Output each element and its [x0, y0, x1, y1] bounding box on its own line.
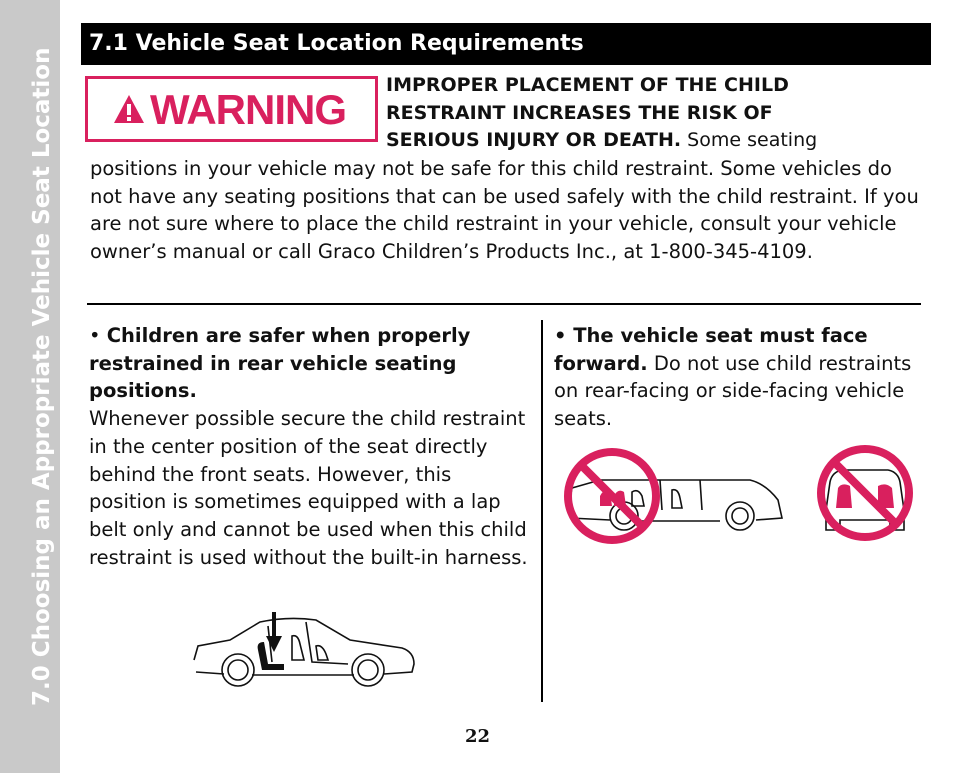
page-number: 22	[464, 726, 491, 747]
left-heading-para	[89, 322, 529, 405]
sedan-rear-seat-illustration	[188, 612, 420, 694]
right-heading: • The vehicle seat must face forward.	[554, 324, 868, 375]
warning-label	[85, 76, 378, 142]
chapter-side-tab	[0, 0, 60, 773]
right-column	[554, 322, 914, 433]
warning-bold-text: IMPROPER PLACEMENT OF THE CHILD RESTRAINT INCREASES THE RISK OF SERIOUS INJURY OR DEATH.	[386, 74, 789, 151]
side-facing-seat-prohibited-illustration	[560, 444, 792, 548]
section-title: 7.1 Vehicle Seat Location Requirements	[89, 31, 584, 56]
left-heading: Children are safer when properly restrained in rear vehicle seating positions.	[89, 324, 471, 403]
warning-statement	[386, 72, 856, 155]
left-column	[89, 322, 529, 571]
horizontal-divider	[87, 303, 921, 305]
column-divider	[541, 320, 543, 702]
warning-word: WARNING	[150, 86, 346, 133]
warning-body: positions in your vehicle may not be safe for this child restraint. Some vehicles do not have any seating positions that can be used safely with the child restraint. If you are not sure where to place the child restraint in your vehicle, consult your vehicle owner’s manual or call Graco Children’s Products Inc., at 1-800-345-4109.	[90, 157, 919, 263]
warning-triangle-icon	[112, 93, 146, 125]
left-body: Whenever possible secure the child restraint in the center position of the seat directly behind the front seats. However, this position is sometimes equipped with a lap belt only and cannot be used when this child restraint is used without the built-in harness.	[89, 407, 528, 569]
chapter-title: 7.0 Choosing an Appropriate Vehicle Seat Location	[29, 47, 55, 706]
right-body: Do not use child restraints on rear-facing or side-facing vehicle seats.	[554, 351, 912, 431]
warning-inline-text: Some seating	[681, 129, 818, 151]
rear-facing-seat-prohibited-illustration	[812, 440, 918, 546]
bullet: •	[89, 324, 107, 347]
section-header	[81, 23, 931, 65]
